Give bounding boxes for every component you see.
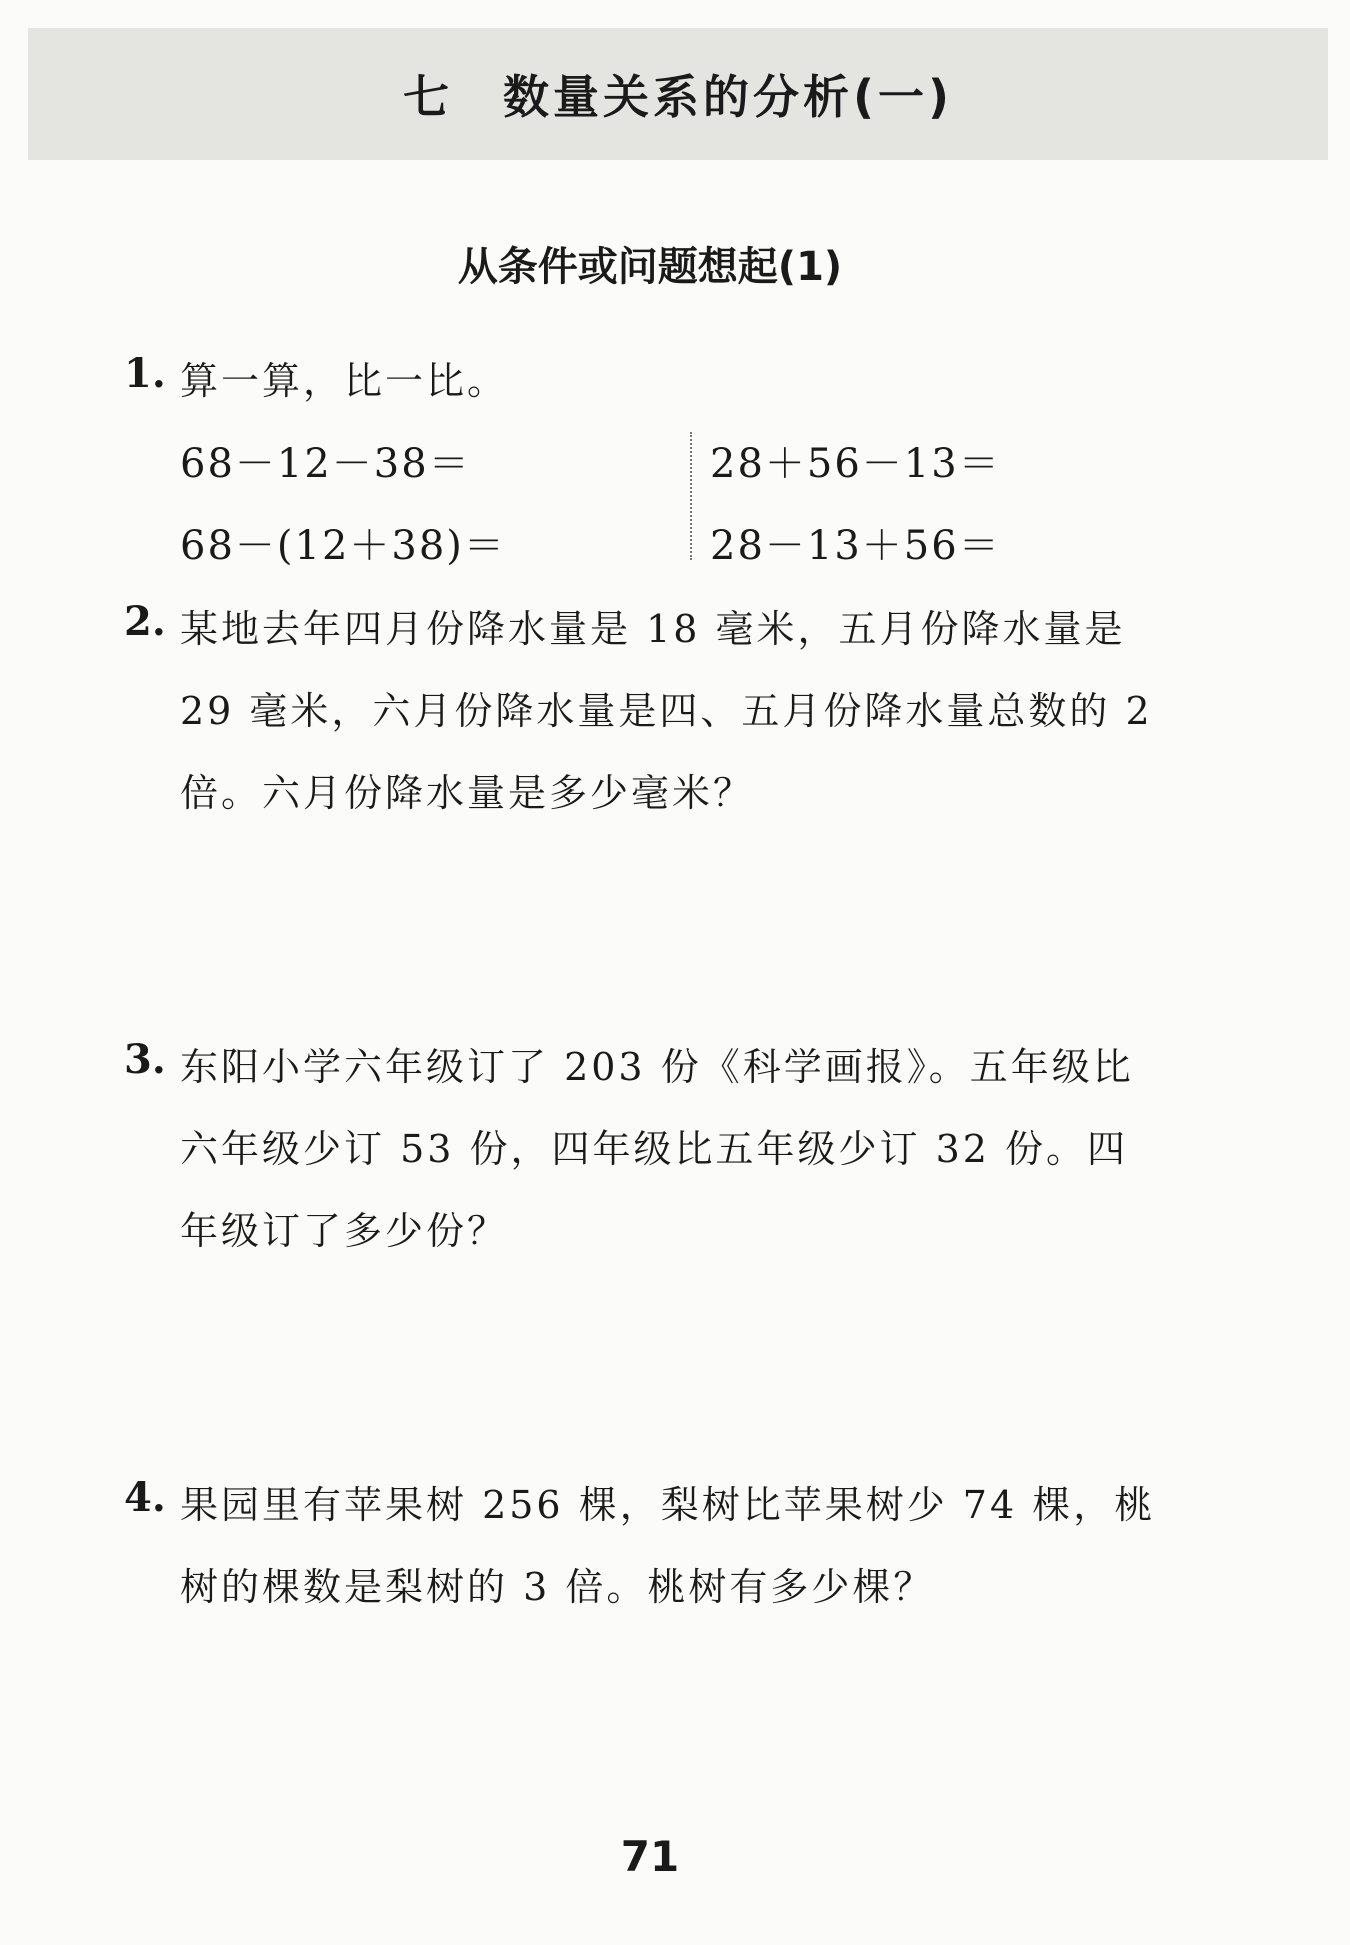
question-number: 2. — [124, 598, 166, 645]
expression-right-1: 28＋56－13＝ — [710, 441, 1001, 487]
expression-divider — [690, 432, 692, 560]
section-title: 从条件或问题想起(1) — [457, 244, 843, 290]
question-number: 1. — [124, 350, 166, 397]
question-text-line: 倍。六月份降水量是多少毫米？ — [180, 771, 755, 815]
chapter-title: 七 数量关系的分析(一) — [402, 70, 954, 124]
expression-left-2: 68－(12＋38)＝ — [180, 523, 506, 569]
question-number: 3. — [124, 1036, 166, 1083]
expression-right-2: 28－13＋56＝ — [710, 523, 1001, 569]
expression-left-1: 68－12－38＝ — [180, 441, 471, 487]
question-number: 4. — [124, 1474, 166, 1521]
question-text-line: 东阳小学六年级订了 203 份《科学画报》。五年级比 — [180, 1045, 1134, 1089]
question-text-line: 某地去年四月份降水量是 18 毫米，五月份降水量是 — [180, 607, 1126, 651]
question-text-line: 算一算，比一比。 — [180, 359, 509, 403]
question-text-line: 年级订了多少份？ — [180, 1209, 509, 1253]
question-text-line: 29 毫米，六月份降水量是四、五月份降水量总数的 2 — [180, 689, 1153, 733]
question-text-line: 果园里有苹果树 256 棵，梨树比苹果树少 74 棵，桃 — [180, 1483, 1156, 1527]
question-text-line: 树的棵数是梨树的 3 倍。桃树有多少棵？ — [180, 1565, 935, 1609]
chapter-banner — [28, 28, 1328, 160]
page-number: 71 — [620, 1832, 680, 1881]
question-text-line: 六年级少订 53 份，四年级比五年级少订 32 份。四 — [180, 1127, 1129, 1171]
